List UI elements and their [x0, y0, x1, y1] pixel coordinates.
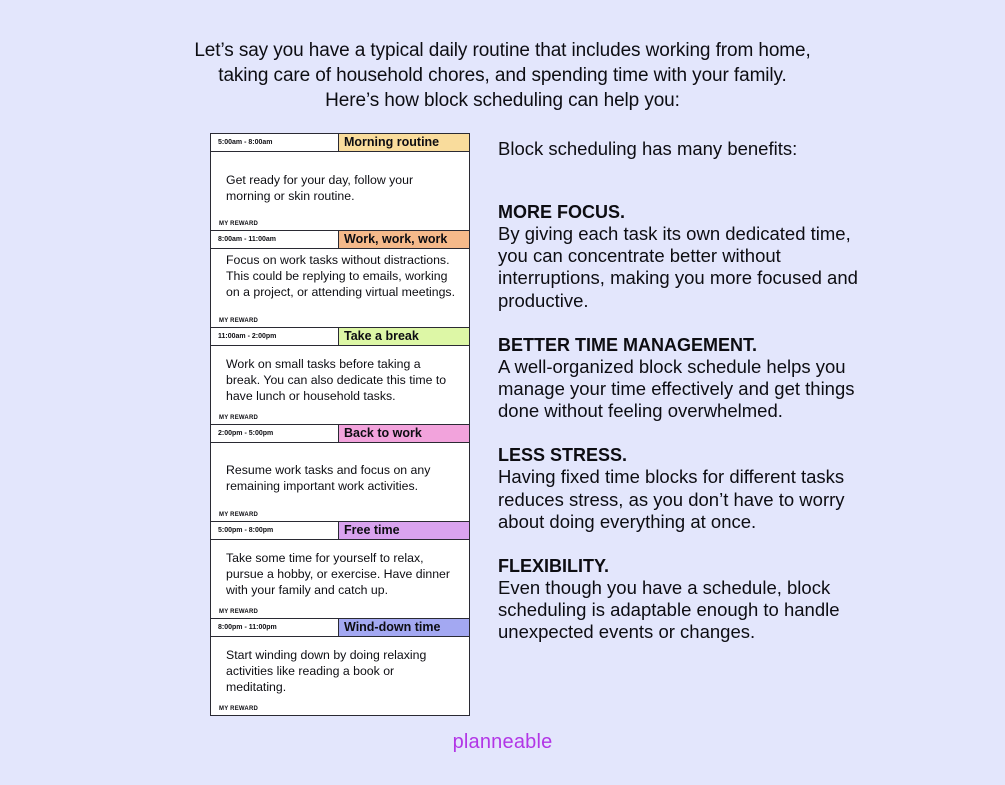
reward-label: MY REWARD: [219, 318, 259, 324]
benefit-title: BETTER TIME MANAGEMENT.: [498, 334, 757, 355]
block-label: Work, work, work: [339, 231, 469, 248]
block-label: Back to work: [339, 425, 469, 442]
benefits-section: [498, 137, 878, 666]
reward-label: MY REWARD: [219, 415, 259, 421]
benefits-intro: Block scheduling has many benefits:: [498, 138, 798, 159]
block-body: [211, 540, 469, 618]
schedule-block-take-a-break: [211, 328, 469, 425]
schedule-block-work: [211, 231, 469, 328]
schedule-block-morning-routine: [211, 134, 469, 231]
reward-label: MY REWARD: [219, 609, 259, 615]
reward-label: MY REWARD: [219, 512, 259, 518]
benefit-text: Having fixed time blocks for different tasks reduces stress, as you don’t have to worry about doing everything at once.: [498, 466, 845, 532]
block-body: [211, 443, 469, 521]
block-body: [211, 637, 469, 715]
block-time: 8:00am - 11:00am: [211, 231, 339, 248]
benefit-better-time-management: [498, 334, 878, 423]
benefit-title: FLEXIBILITY.: [498, 556, 610, 577]
intro-line: taking care of household chores, and spending time with your family.: [218, 65, 787, 86]
block-description: Focus on work tasks without distractions. This could be replying to emails, working on a project, or attending virtual meetings.: [226, 253, 455, 299]
block-label: Wind-down time: [339, 619, 469, 636]
benefit-title: LESS STRESS.: [498, 445, 628, 466]
block-description: Take some time for yourself to relax, pursue a hobby, or exercise. Have dinner with your family and catch up.: [226, 551, 450, 597]
block-body: [211, 249, 469, 327]
block-header: [211, 619, 469, 637]
reward-label: MY REWARD: [219, 221, 259, 227]
block-description: Resume work tasks and focus on any remaining important work activities.: [226, 463, 431, 493]
intro-line: Here’s how block scheduling can help you:: [325, 90, 680, 111]
benefit-less-stress: [498, 444, 878, 533]
benefit-title: MORE FOCUS.: [498, 202, 626, 222]
block-description: Start winding down by doing relaxing activities like reading a book or meditating.: [226, 648, 427, 694]
block-time: 5:00pm - 8:00pm: [211, 522, 339, 539]
block-header: [211, 328, 469, 346]
block-description: Work on small tasks before taking a break. You can also dedicate this time to have lunch or household tasks.: [226, 357, 447, 403]
benefit-text: Even though you have a schedule, block scheduling is adaptable enough to handle unexpected events or changes.: [498, 577, 840, 643]
benefit-text: A well-organized block schedule helps you manage your time effectively and get things done without feeling overwhelmed.: [498, 355, 855, 422]
benefit-text: By giving each task its own dedicated time, you can concentrate better without interruptions, making you more focused and productive.: [498, 223, 858, 311]
intro-line: Let’s say you have a typical daily routine that includes working from home,: [194, 40, 811, 61]
brand-logo: planneable: [452, 731, 553, 753]
benefit-flexibility: [498, 555, 878, 644]
block-label: Morning routine: [339, 134, 469, 151]
block-body: [211, 152, 469, 230]
block-header: [211, 522, 469, 540]
schedule-block-back-to-work: [211, 425, 469, 522]
block-description: Get ready for your day, follow your morning or skin routine.: [226, 173, 414, 203]
schedule-block-free-time: [211, 522, 469, 619]
block-header: [211, 231, 469, 249]
block-time: 11:00am - 2:00pm: [211, 328, 339, 345]
block-time: 5:00am - 8:00am: [211, 134, 339, 151]
block-label: Free time: [339, 522, 469, 539]
block-body: [211, 346, 469, 424]
block-label: Take a break: [339, 328, 469, 345]
block-time: 8:00pm - 11:00pm: [211, 619, 339, 636]
intro-text: [0, 38, 1005, 113]
benefit-more-focus: [498, 201, 878, 312]
block-header: [211, 425, 469, 443]
block-time: 2:00pm - 5:00pm: [211, 425, 339, 442]
block-schedule-table: [210, 133, 470, 716]
block-header: [211, 134, 469, 152]
reward-label: MY REWARD: [219, 706, 259, 712]
schedule-block-wind-down: [211, 619, 469, 715]
